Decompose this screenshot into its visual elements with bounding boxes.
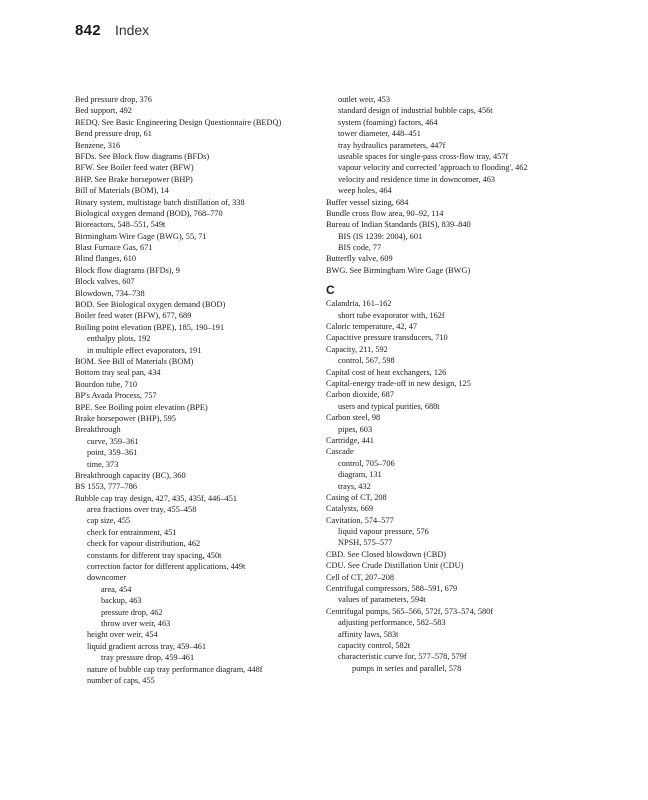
- index-entry: CDU. See Crude Distillation Unit (CDU): [326, 561, 464, 571]
- index-column-left: [75, 94, 315, 686]
- index-entry: Breakthrough: [75, 425, 121, 435]
- index-subentry: pipes, 603: [338, 424, 373, 434]
- index-entry: Benzene, 316: [75, 140, 121, 150]
- index-entry: Carbon steel, 98: [326, 413, 381, 423]
- index-subentry: affinity laws, 583t: [338, 629, 399, 639]
- index-subentry: outlet weir, 453: [338, 95, 390, 104]
- index-entry: BFDs. See Block flow diagrams (BFDs): [75, 151, 210, 161]
- index-entry: Bubble cap tray design, 427, 435, 435f, 446–451: [75, 493, 237, 503]
- index-entry: Cascade: [326, 447, 354, 457]
- index-subentry: cap size, 455: [87, 516, 131, 526]
- index-entry: Boiler feed water (BFW), 677, 689: [75, 311, 192, 321]
- index-subentry: characteristic curve for, 577–578, 579f: [338, 652, 467, 662]
- index-subentry: constants for different tray spacing, 450t: [87, 550, 222, 560]
- section-letter: C: [326, 283, 335, 298]
- page-number: 842: [75, 22, 101, 39]
- index-subentry: diagram, 131: [338, 470, 382, 480]
- index-subentry: point, 359–361: [87, 448, 138, 458]
- index-entry: CBD. See Closed blowdown (CBD): [326, 549, 447, 559]
- index-entry: Boiling point elevation (BPE), 185, 190–191: [75, 322, 225, 332]
- index-subentry: throw over weir, 463: [101, 618, 171, 628]
- index-entry: BOD. See Biological oxygen demand (BOD): [75, 300, 226, 310]
- index-subentry: in multiple effect evaporators, 191: [87, 345, 202, 355]
- index-subentry: standard design of industrial bubble caps, 456t: [338, 106, 493, 116]
- index-subentry: curve, 359–361: [87, 436, 139, 446]
- index-subentry: tray hydraulics parameters, 447f: [338, 140, 446, 150]
- index-subentry: number of caps, 455: [87, 675, 155, 685]
- index-subentry: backup, 463: [101, 596, 142, 606]
- index-subentry: NPSH, 575–577: [338, 538, 393, 548]
- index-subentry: correction factor for different applications, 449t: [87, 562, 246, 572]
- index-entry: BOM. See Bill of Materials (BOM): [75, 356, 194, 366]
- index-entry: Centrifugal pumps, 565–566, 572f, 573–574, 580f: [326, 606, 494, 616]
- index-entry: Blowdown, 734–738: [75, 288, 145, 298]
- index-subentry: vapour velocity and corrected 'approach to flooding', 462: [338, 163, 528, 173]
- index-entry: Bill of Materials (BOM), 14: [75, 186, 169, 196]
- index-subentry: adjusting performance, 582–583: [338, 618, 446, 628]
- index-subentry: check for entrainment, 451: [87, 527, 177, 537]
- index-entry: Bottom tray seal pan, 434: [75, 368, 161, 378]
- index-entry: BP's Avada Process, 757: [75, 391, 157, 401]
- index-subentry: BIS (IS 1239: 2004), 601: [338, 231, 423, 241]
- index-entry: Bioreactors, 548–551, 549t: [75, 220, 166, 230]
- index-subentry: useable spaces for single-pass cross-flow tray, 457f: [338, 151, 509, 161]
- running-head: Index: [114, 22, 150, 38]
- index-entry: BHP. See Brake horsepower (BHP): [75, 174, 193, 184]
- index-subentry: velocity and residence time in downcomer, 463: [338, 174, 496, 184]
- index-entry: Carbon dioxide, 687: [326, 390, 394, 400]
- index-subentry: values of parameters, 594t: [338, 595, 426, 605]
- index-subentry: height over weir, 454: [87, 630, 158, 640]
- index-subentry: time, 373: [87, 459, 119, 469]
- index-entry: Birmingham Wire Gage (BWG), 55, 71: [75, 231, 207, 241]
- index-subentry: tower diameter, 448–451: [338, 129, 421, 139]
- index-entry: Bed pressure drop, 376: [75, 95, 152, 104]
- index-entry: Capacity, 211, 592: [326, 344, 388, 354]
- index-entry: Bourdon tube, 710: [75, 379, 137, 389]
- index-subentry: nature of bubble cap tray performance diagram, 448f: [87, 664, 263, 674]
- index-subentry: enthalpy plots, 192: [87, 334, 151, 344]
- index-subentry: system (foaming) factors, 464: [338, 117, 438, 127]
- index-subentry: control, 705–706: [338, 458, 395, 468]
- index-entry: BS 1553, 777–786: [75, 482, 138, 492]
- index-entry: Cavitation, 574–577: [326, 515, 394, 525]
- index-entry: Capacitive pressure transducers, 710: [326, 333, 448, 343]
- index-subentry: short tube evaporator with, 162f: [338, 310, 445, 320]
- index-subentry: pressure drop, 462: [101, 607, 163, 617]
- index-entry: Bed support, 492: [75, 106, 132, 116]
- index-entry: Centrifugal compressors, 588–591, 679: [326, 584, 458, 594]
- index-entry: BEDQ. See Basic Engineering Design Questionnaire (BEDQ): [75, 117, 282, 127]
- index-entry: Cell of CT, 207–208: [326, 572, 395, 582]
- index-entry: Bundle cross flow area, 90–92, 114: [326, 208, 444, 218]
- index-entry: Butterfly valve, 609: [326, 254, 393, 264]
- index-entry: Blind flanges, 610: [75, 254, 137, 264]
- index-entry: Biological oxygen demand (BOD), 768–770: [75, 208, 223, 218]
- index-subentry: BIS code, 77: [338, 243, 382, 253]
- index-entry: Bureau of Indian Standards (BIS), 839–840: [326, 220, 471, 230]
- index-entry: BFW. See Boiler feed water (BFW): [75, 163, 194, 173]
- index-subentry: users and typical purities, 688t: [338, 401, 440, 411]
- index-subentry: area, 454: [101, 584, 132, 594]
- index-column-right: [326, 94, 574, 674]
- index-entry: Capital-energy trade-off in new design, 125: [326, 378, 471, 388]
- index-entry: Calandria, 161–162: [326, 299, 392, 309]
- index-subentry: liquid vapour pressure, 576: [338, 527, 429, 537]
- index-entry: Block flow diagrams (BFDs), 9: [75, 265, 180, 275]
- index-subentry: check for vapour distribution, 462: [87, 539, 201, 549]
- index-subentry: area fractions over tray, 455–458: [87, 505, 197, 515]
- index-entry: BWG. See Birmingham Wire Gage (BWG): [326, 265, 471, 275]
- index-subentry: weep holes, 464: [338, 186, 392, 196]
- index-subentry: control, 567, 598: [338, 356, 395, 366]
- index-entry: Catalysts, 669: [326, 504, 374, 514]
- index-subentry: capacity control, 582t: [338, 640, 411, 650]
- index-subentry: pumps in series and parallel, 578: [352, 663, 462, 673]
- index-subentry: downcomer: [87, 573, 127, 583]
- index-entry: Buffer vessel sizing, 684: [326, 197, 409, 207]
- index-entry: Cartridge, 441: [326, 435, 374, 445]
- index-entry: Capital cost of heat exchangers, 126: [326, 367, 447, 377]
- index-entry: Bend pressure drop, 61: [75, 129, 152, 139]
- index-subentry: liquid gradient across tray, 459–461: [87, 641, 207, 651]
- index-entry: BPE. See Boiling point elevation (BPE): [75, 402, 208, 412]
- index-subentry: trays, 432: [338, 481, 371, 491]
- index-entry: Blast Furnace Gas, 671: [75, 243, 153, 253]
- index-entry: Caloric temperature, 42, 47: [326, 322, 418, 332]
- index-entry: Block valves, 607: [75, 277, 135, 287]
- index-subentry: tray pressure drop, 459–461: [101, 653, 195, 663]
- index-entry: Breakthrough capacity (BC), 360: [75, 470, 186, 480]
- index-entry: Casing of CT, 208: [326, 492, 387, 502]
- page-header: [75, 22, 149, 44]
- index-entry: Brake horsepower (BHP), 595: [75, 413, 176, 423]
- index-entry: Binary system, multistage batch distillation of, 338: [75, 197, 245, 207]
